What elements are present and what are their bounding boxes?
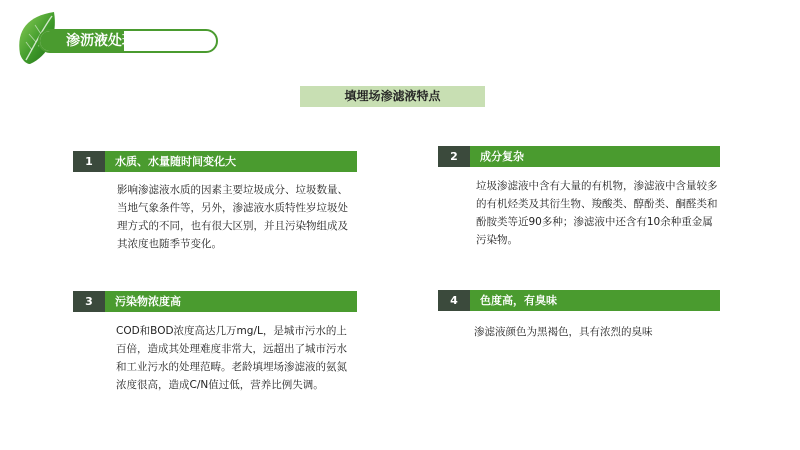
header [0, 0, 240, 70]
card-title: 成分复杂 [480, 150, 524, 163]
card-body-3: COD和BOD浓度高达几万mg/L，是城市污水的上百倍，造成其处理难度非常大，远超出了城市污水和工业污水的处理范畴。老龄填埋场渗滤液的氨氮浓度很高，造成C/N值过低，营养比例失调。 [116, 325, 347, 391]
card-number-badge: 1 [73, 151, 105, 172]
card-number-badge: 3 [73, 291, 105, 312]
card-body-2: 垃圾渗滤液中含有大量的有机物，渗滤液中含量较多的有机烃类及其衍生物、羧酸类、醇酚类、酮醛类和酚胺类等近90多种；渗滤液中还含有10余种重金属污染物。 [476, 180, 718, 246]
card-header-4 [438, 290, 720, 311]
card-number-badge: 4 [438, 290, 470, 311]
card-header-3 [73, 291, 357, 312]
card-number-badge: 2 [438, 146, 470, 167]
card-header-1 [73, 151, 357, 172]
card-body-1: 影响渗滤液水质的因素主要垃圾成分、垃圾数量、当地气象条件等，另外，渗滤液水质特性岁垃圾处理方式的不同，也有很大区别，并且污染物组成及其浓度也随季节变化。 [117, 184, 348, 250]
page-title: 渗沥液处理 [66, 33, 136, 49]
section-label: 填埋场渗滤液特点 [300, 86, 485, 107]
card-title: 色度高，有臭味 [480, 294, 557, 307]
card-body-4: 渗滤液颜色为黑褐色，具有浓烈的臭味 [474, 326, 653, 338]
card-title: 污染物浓度高 [115, 295, 181, 308]
card-title: 水质、水量随时间变化大 [115, 155, 236, 168]
card-header-2 [438, 146, 720, 167]
